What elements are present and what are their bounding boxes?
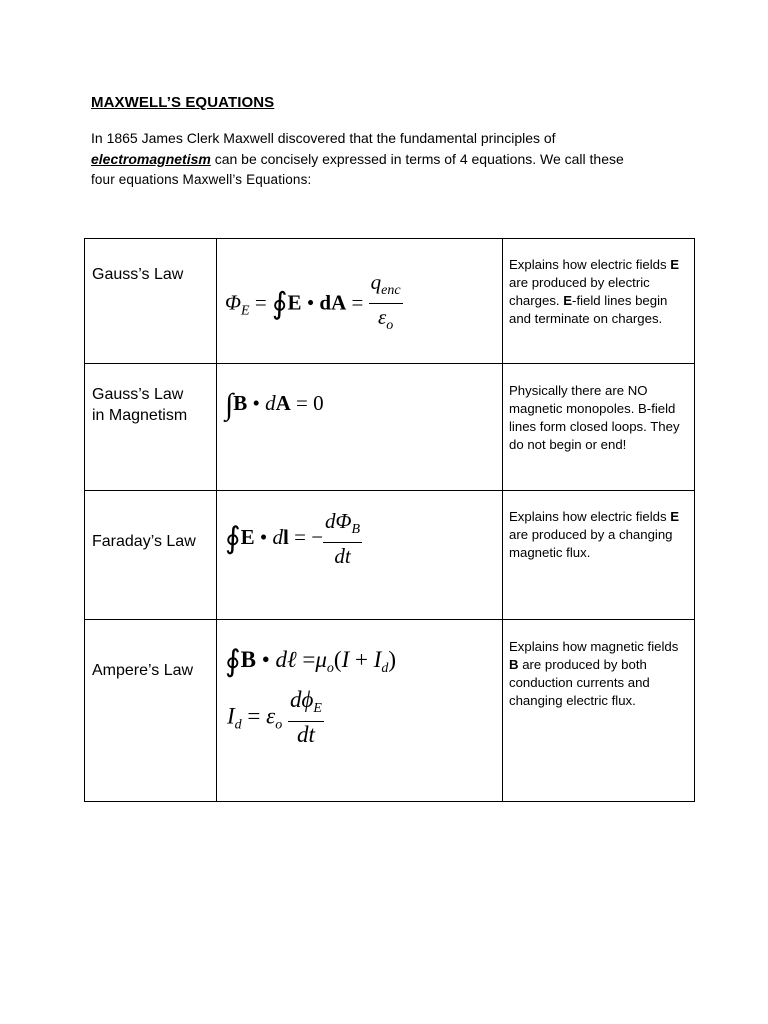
equation-cell	[217, 239, 503, 364]
page-title: MAXWELL’S EQUATIONS	[91, 94, 275, 111]
law-name-cell	[85, 491, 217, 620]
table-row	[85, 620, 695, 802]
table-row	[85, 364, 695, 491]
description-text: -field lines begin and terminate on charges.	[509, 293, 668, 326]
description-text: E	[563, 293, 573, 308]
intro-text: In 1865 James Clerk Maxwell discovered that the fundamental principles of	[91, 130, 556, 146]
law-description	[509, 239, 688, 328]
intro-emphasis: electromagnetism	[91, 150, 211, 167]
law-name: Gauss’s Law	[92, 386, 184, 403]
faraday-law-equation: ∮E • dl = − $\frac{d\Phi_B}{dt}$	[225, 509, 361, 568]
ampere-law-equation: ∮B • dℓ $=\mu_o(I + I_d)$	[225, 645, 397, 678]
description-text: E	[670, 257, 680, 272]
description-text: Explains how electric fields	[509, 509, 671, 524]
equation-cell	[217, 491, 503, 620]
gauss-law-equation: $\Phi_E$ = ∮E • dA = $\frac{q_{enc}}{\varepsilon_o}$	[225, 270, 401, 333]
description-text: Physically there are NO magnetic monopoles. B-field lines form closed loops. They do not begin or end!	[509, 383, 680, 452]
description-cell	[503, 239, 695, 364]
description-text: are produced by a changing magnetic flux.	[509, 527, 673, 560]
description-text: are produced by electric charges.	[509, 275, 650, 308]
law-name: Gauss’s Law	[92, 266, 184, 283]
law-name-cell	[85, 620, 217, 802]
equation-cell	[217, 364, 503, 491]
equation-cell	[217, 620, 503, 802]
description-text: B	[509, 657, 519, 672]
law-name: Ampere’s Law	[92, 662, 194, 679]
law-name-cell	[85, 239, 217, 364]
intro-text: can be concisely expressed in terms of 4 equations. We call these	[210, 150, 624, 167]
intro-paragraph	[91, 128, 701, 191]
maxwell-equations-table	[84, 238, 695, 802]
gauss-magnetism-equation: ∫B • dA = 0	[225, 388, 324, 421]
law-description	[509, 491, 688, 562]
description-cell	[503, 364, 695, 491]
table-row	[85, 491, 695, 620]
intro-text: four equations Maxwell’s Equations:	[91, 172, 312, 187]
table-row	[85, 239, 695, 364]
description-text: Explains how electric fields	[509, 257, 671, 272]
law-description	[509, 364, 688, 454]
description-cell	[503, 491, 695, 620]
description-cell	[503, 620, 695, 802]
law-description	[509, 620, 688, 710]
law-name-line2: in Magnetism	[92, 407, 188, 424]
description-text: E	[670, 509, 680, 524]
law-name: Faraday’s Law	[92, 533, 196, 550]
description-text: Explains how magnetic fields	[509, 639, 679, 654]
description-text: are produced by both conduction currents and changing electric flux.	[509, 657, 650, 708]
law-name-cell	[85, 364, 217, 491]
displacement-current-equation: $I_d = \varepsilon_o$ $\frac{d\phi_E}{dt}$	[227, 687, 322, 747]
